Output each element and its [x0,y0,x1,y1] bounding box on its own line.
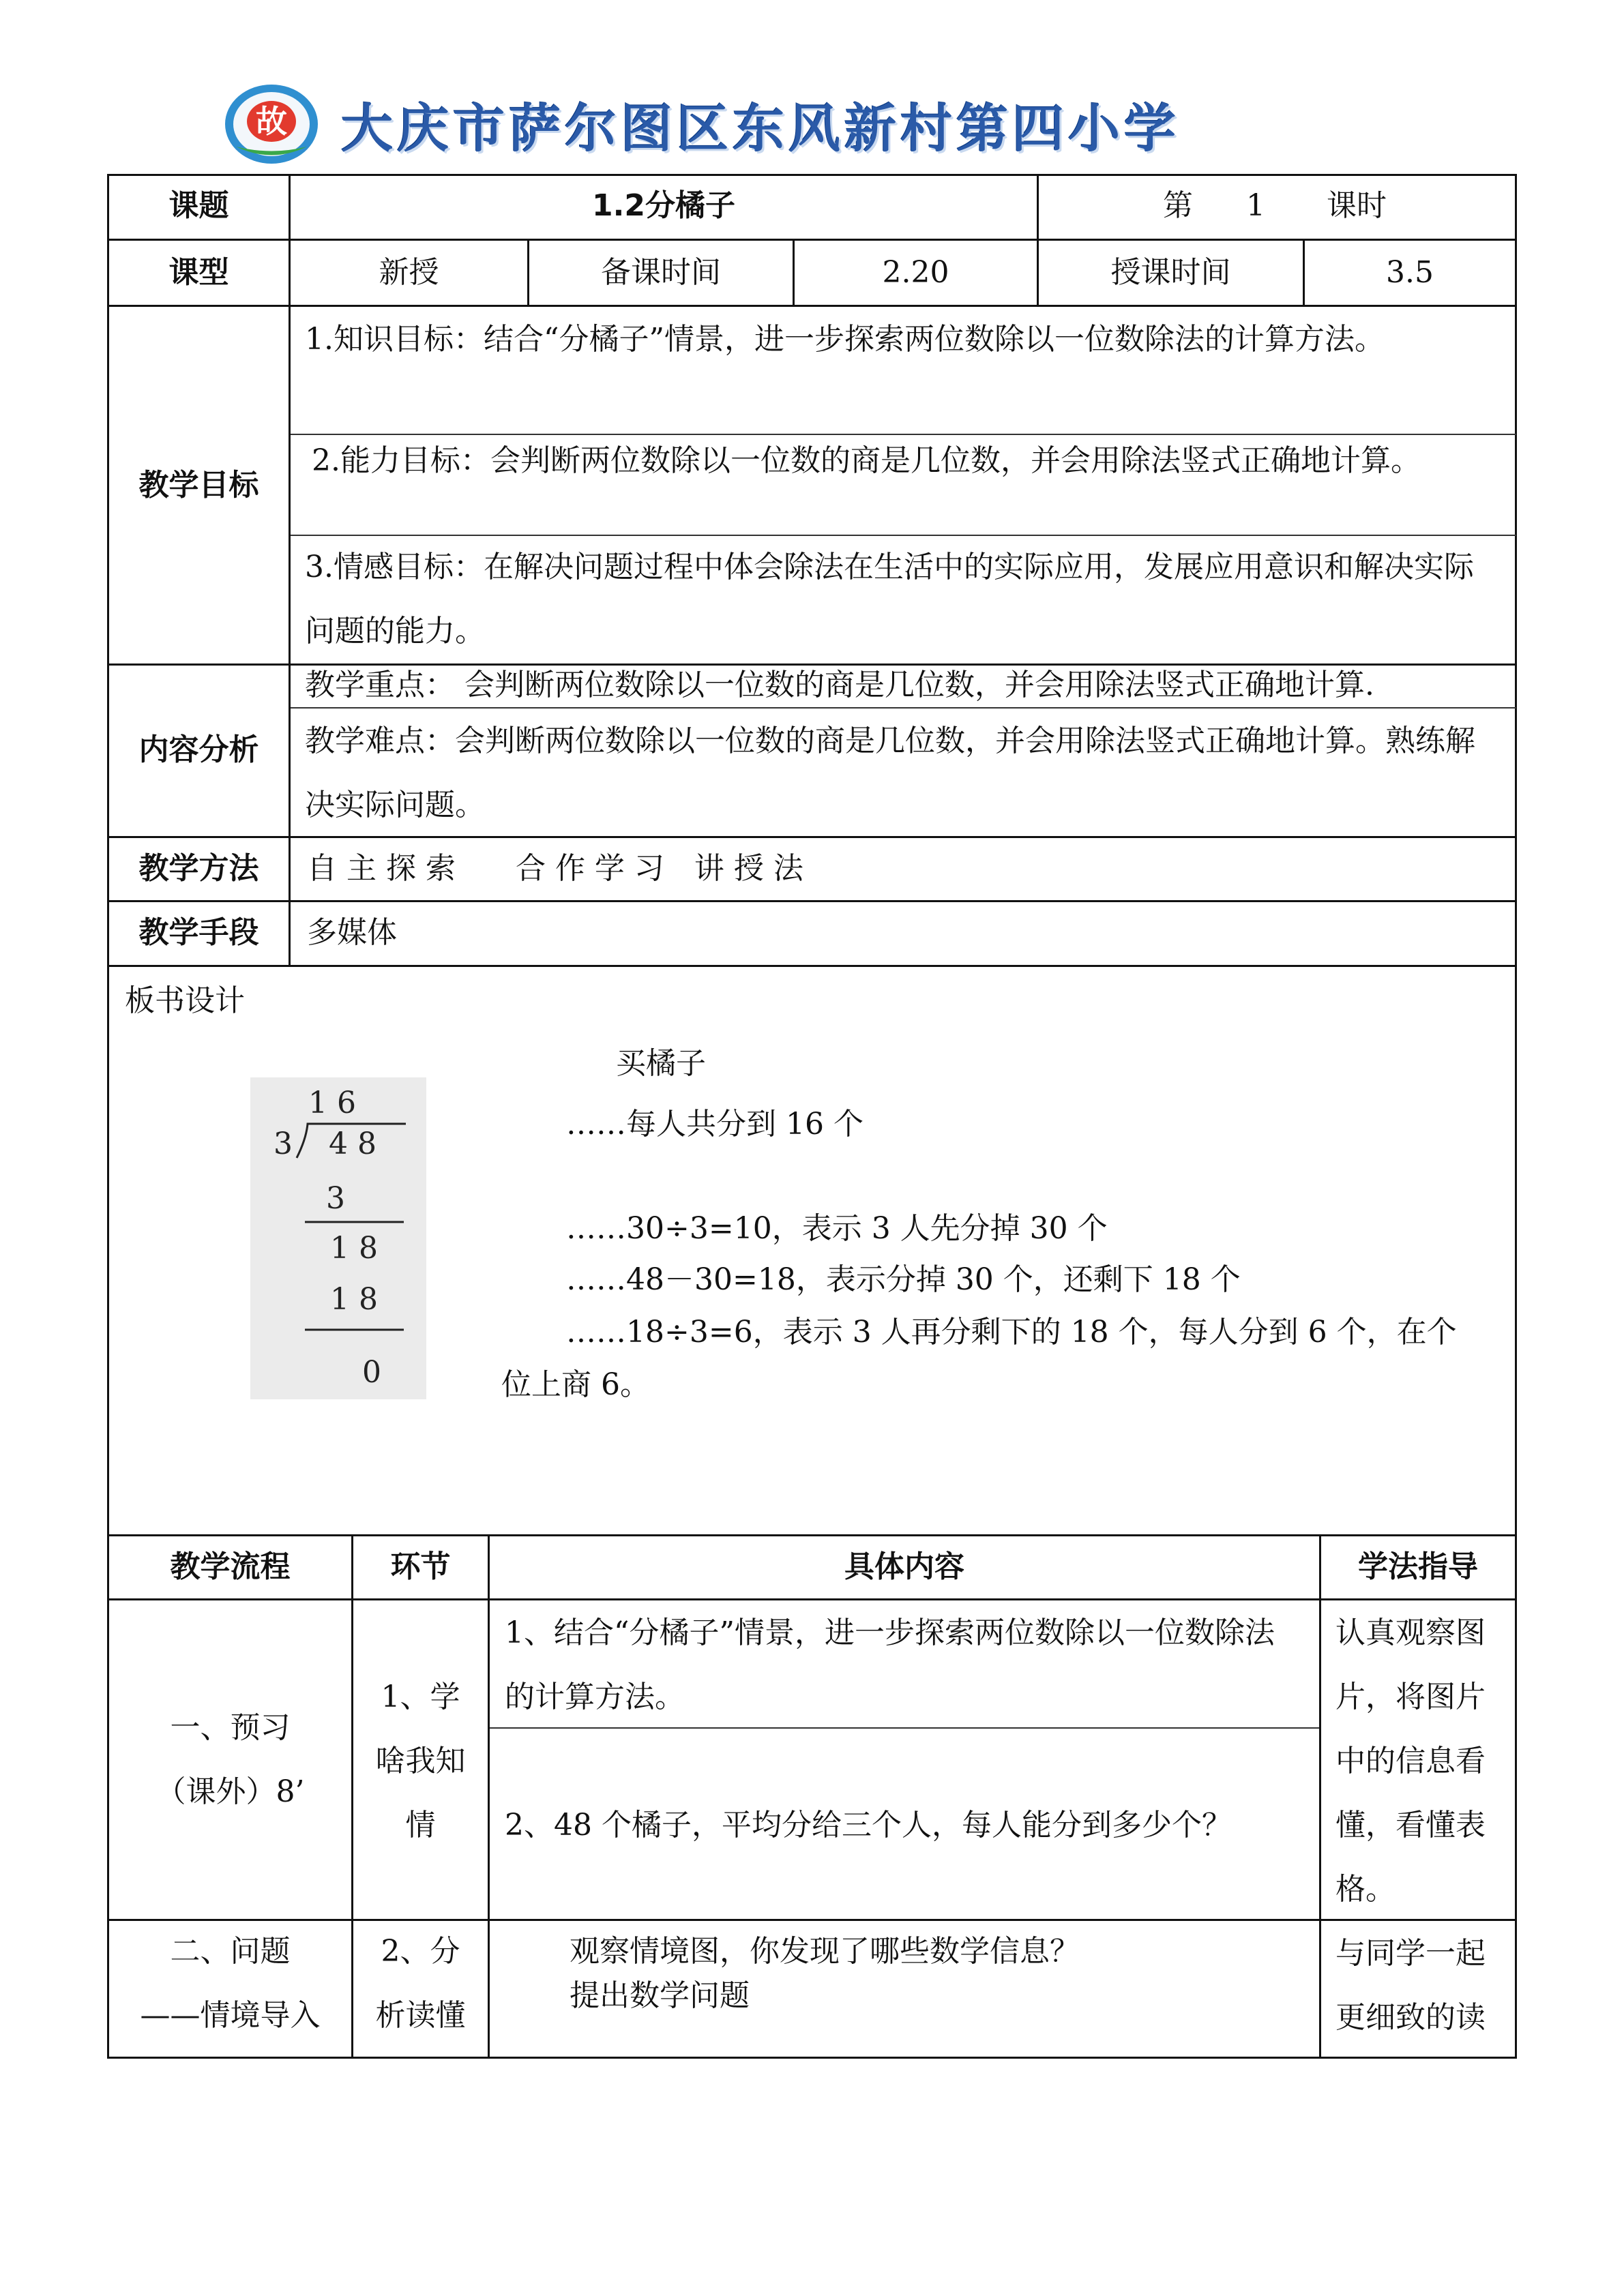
flow-header-step: 环节 [390,1549,451,1584]
logo-glyph: 故 [256,103,287,140]
row1-content-2: 2、48 个橘子，平均分给三个人，每人能分到多少个？ [505,1808,1232,1843]
division-step2: 1 8 [330,1282,378,1317]
row-divider [107,1598,1517,1600]
type-value: 新授 [379,255,439,290]
flow-header-guide: 学法指导 [1358,1549,1478,1584]
period-number: 1 [1246,188,1265,223]
table-border [1515,174,1517,2059]
goal-ability: 2.能力目标：会判断两位数除以一位数的商是几位数，并会用除法竖式正确地计算。 [312,443,1421,478]
row1-stage-line2: （课外）8’ [156,1774,305,1809]
division-step1: 3 [326,1181,345,1216]
type-label: 课型 [168,255,229,290]
method-value: 自 主 探 索 合 作 学 习 讲 授 法 [307,851,803,886]
division-quotient: 1 6 [308,1086,356,1120]
school-logo [222,82,321,167]
goal-emotion: 3.情感目标：在解决问题过程中体会除法在生活中的实际应用，发展应用意识和解决实际问题的能力。 [305,550,1474,648]
means-label: 教学手段 [138,915,259,950]
board-line-2: ……30÷3=10，表示 3 人先分掉 30 个 [566,1211,1108,1246]
row2-stage-line1: 二、问题 [170,1934,291,1969]
division-rem1: 1 8 [330,1231,378,1266]
board-title: 买橘子 [616,1046,706,1081]
means-value: 多媒体 [307,915,397,950]
row-divider [107,239,1517,241]
period-suffix: 课时 [1327,188,1387,223]
col-divider [351,1534,353,2057]
method-label: 教学方法 [138,851,259,886]
goal-knowledge: 1.知识目标：结合“分橘子”情景，进一步探索两位数除以一位数除法的计算方法。 [305,322,1385,357]
row1-step-line3: 情 [405,1808,436,1843]
row1-step-line2: 啥我知 [375,1744,466,1778]
board-line-1: ……每人共分到 16 个 [566,1107,863,1142]
board-line-5: 位上商 6。 [501,1367,650,1402]
row-divider [107,900,1517,902]
period-prefix: 第 [1163,188,1193,223]
prep-value: 2.20 [882,255,949,290]
board-label: 板书设计 [125,983,245,1018]
row-divider [107,1919,1517,1921]
row-divider [107,1534,1517,1536]
analysis-label: 内容分析 [138,732,259,767]
row2-step-line1: 2、分 [381,1934,460,1969]
row1-guide: 认真观察图片，将图片中的信息看懂，看懂表格。 [1335,1615,1486,1907]
col-divider [488,1534,490,2057]
row1-stage-line1: 一、预习 [170,1710,291,1745]
school-name: 大庆市萨尔图区东风新村第四小学 [341,98,1180,159]
prep-label: 备课时间 [601,255,721,290]
topic-label: 课题 [168,188,229,223]
col-divider [1319,1534,1321,2057]
row-divider [289,434,1516,435]
key-point: 教学重点： 会判断两位数除以一位数的商是几位数，并会用除法竖式正确地计算. [305,668,1374,702]
row2-step-line2: 析读懂 [375,1998,466,2033]
division-divisor: 3 [274,1127,293,1161]
goals-label: 教学目标 [138,468,259,503]
difficulty: 教学难点：会判断两位数除以一位数的商是几位数，并会用除法竖式正确地计算。熟练解决实际问题。 [305,724,1475,822]
row-divider [107,664,1517,666]
teach-label: 授课时间 [1110,255,1231,290]
row2-guide: 与同学一起更细致的读 [1335,1936,1486,2035]
table-border [107,2057,1517,2059]
row1-content-1: 1、结合“分橘子”情景，进一步探索两位数除以一位数除法的计算方法。 [505,1615,1275,1714]
table-border [107,174,109,2059]
row-divider [289,707,1516,709]
row2-stage-line2: ——情境导入 [140,1998,321,2033]
topic-value: 1.2分橘子 [592,188,735,223]
row2-content-2: 提出数学问题 [570,1978,750,2013]
row-divider [107,965,1517,967]
division-rem2: 0 [362,1355,381,1390]
division-dividend: 4 8 [329,1127,377,1161]
flow-header-content: 具体内容 [844,1549,964,1584]
flow-header-stage: 教学流程 [170,1549,291,1584]
table-border [107,174,1517,176]
teach-value: 3.5 [1386,255,1434,290]
row-divider [107,305,1517,307]
row1-step-line1: 1、学 [381,1680,460,1714]
row2-content-1: 观察情境图，你发现了哪些数学信息？ [570,1934,1080,1969]
board-line-4: ……18÷3=6，表示 3 人再分剩下的 18 个，每人分到 6 个，在个 [566,1315,1457,1350]
long-division-figure [250,1077,426,1399]
col-divider [289,174,291,967]
board-line-3: ……48－30=18，表示分掉 30 个，还剩下 18 个 [566,1262,1241,1297]
